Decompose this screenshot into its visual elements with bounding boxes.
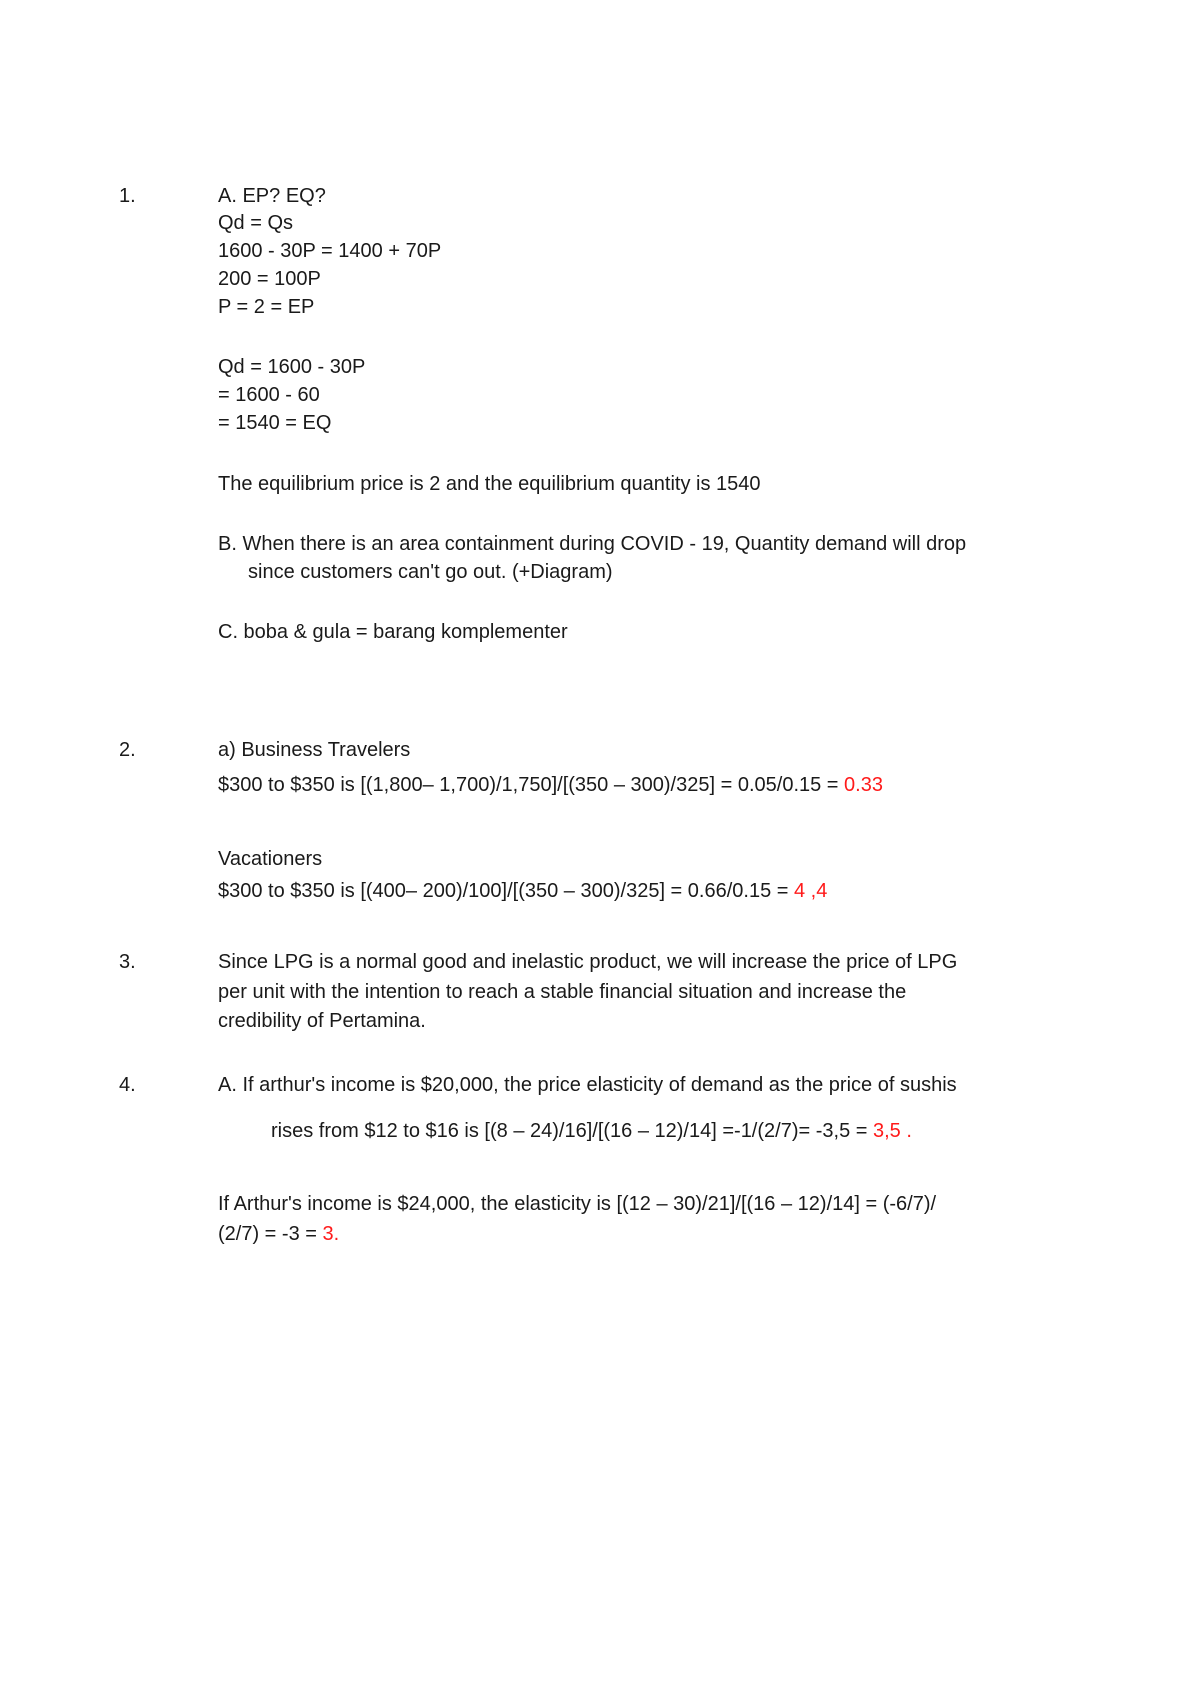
q4-part-a-calculation [271, 1119, 912, 1143]
q4-part-b-line: If Arthur's income is $24,000, the elasticity is [(12 – 30)/21]/[(16 – 12)/14] = (-6/7)/ [218, 1193, 937, 1215]
q1-equation-line: Qd = 1600 - 30P [218, 356, 366, 378]
q4-part-a-answer: 3,5 . [872, 1120, 912, 1142]
q1-equation-line: 200 = 100P [218, 268, 321, 290]
question-1-number: 1. [119, 185, 136, 207]
q3-text-line: per unit with the intention to reach a stable financial situation and increase the [218, 981, 907, 1003]
q1-part-c-line: C. boba & gula = barang komplementer [218, 621, 568, 643]
q2-vacation-answer: 4 ,4 [794, 880, 828, 902]
q1-conclusion: The equilibrium price is 2 and the equilibrium quantity is 1540 [218, 473, 761, 495]
q4-part-a-calc-text: rises from $12 to $16 is [(8 – 24)/16]/[(16 – 12)/14] =-1/(2/7)= -3,5 = [271, 1120, 873, 1142]
q4-part-b-calc-text: (2/7) = -3 = [218, 1223, 323, 1245]
q3-text-line: Since LPG is a normal good and inelastic product, we will increase the price of LPG [218, 951, 958, 973]
q2-business-calc-text: $300 to $350 is [(1,800– 1,700)/1,750]/[(350 – 300)/325] = 0.05/0.15 = [218, 774, 845, 796]
q4-part-b-calculation [218, 1222, 339, 1246]
question-3-number: 3. [119, 951, 136, 973]
q2-vacation-calculation [218, 879, 827, 903]
q4-part-b-answer: 3. [322, 1223, 340, 1245]
q2-business-answer: 0.33 [844, 774, 883, 796]
q1-equation-line: = 1540 = EQ [218, 412, 332, 434]
question-2-number: 2. [119, 739, 136, 761]
q4-part-a-line: A. If arthur's income is $20,000, the price elasticity of demand as the price of sushis [218, 1074, 957, 1096]
q1-equation-line: = 1600 - 60 [218, 384, 320, 406]
q1-equation-line: Qd = Qs [218, 212, 294, 234]
q1-equation-line: P = 2 = EP [218, 296, 315, 318]
question-4-number: 4. [119, 1074, 136, 1096]
q2-vacation-heading: Vacationers [218, 848, 323, 870]
q1-heading: A. EP? EQ? [218, 185, 326, 207]
q1-part-b-line: B. When there is an area containment during COVID - 19, Quantity demand will drop [218, 533, 967, 555]
q1-part-b-line: since customers can't go out. (+Diagram) [248, 561, 613, 583]
q2-business-calculation [218, 773, 883, 797]
q2-business-heading: a) Business Travelers [218, 739, 411, 761]
q1-equation-line: 1600 - 30P = 1400 + 70P [218, 240, 442, 262]
q3-text-line: credibility of Pertamina. [218, 1010, 426, 1032]
q2-vacation-calc-text: $300 to $350 is [(400– 200)/100]/[(350 – 300)/325] = 0.66/0.15 = [218, 880, 794, 902]
